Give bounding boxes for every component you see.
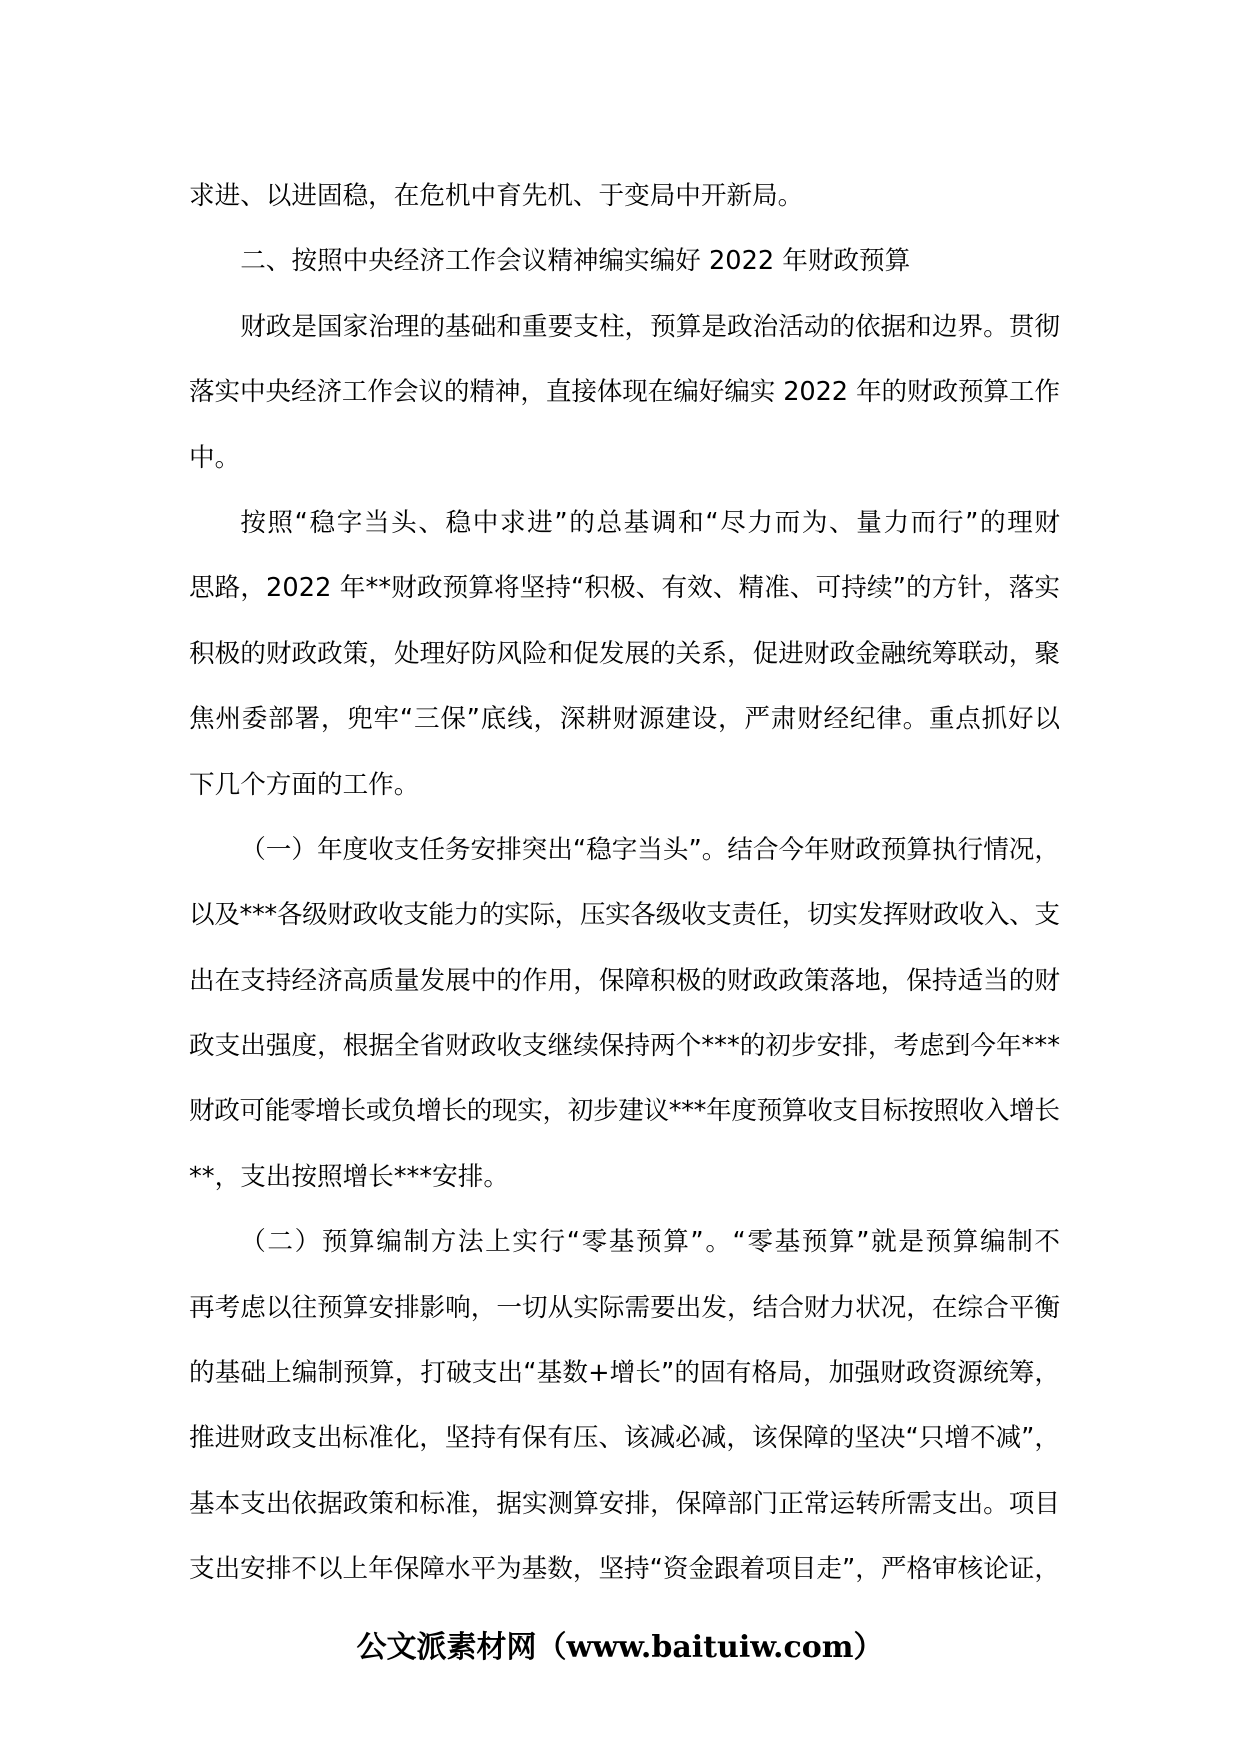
section-heading-text: 二、按照中央经济工作会议精神编实编好 2022 年财政预算 — [240, 246, 911, 277]
text-line: 下几个方面的工作。 — [189, 769, 420, 800]
text-line: **，支出按照增长***安排。 — [189, 1161, 509, 1192]
paragraph — [189, 295, 1060, 491]
paragraph — [189, 1210, 1060, 1602]
document-body — [189, 164, 1060, 1603]
text-line: 政支出强度，根据全省财政收支继续保持两个***的初步安排，考虑到今年*** — [189, 1031, 1061, 1062]
text-line: 按照“稳字当头、稳中求进”的总基调和“尽力而为、量力而行”的理财 — [240, 507, 1062, 538]
text-line: （一）年度收支任务安排突出“稳字当头”。结合今年财政预算执行情况， — [240, 834, 1060, 865]
text-line: 求进、以进固稳，在危机中育先机、于变局中开新局。 — [189, 181, 804, 211]
paragraph — [189, 491, 1060, 818]
text-line: 中。 — [189, 442, 241, 473]
text-line: 支出安排不以上年保障水平为基数，坚持“资金跟着项目走”，严格审核论证， — [189, 1554, 1060, 1585]
paragraph-continued — [189, 164, 1060, 229]
text-line: 的基础上编制预算，打破支出“基数+增长”的固有格局，加强财政资源统筹， — [189, 1358, 1061, 1389]
text-line: 焦州委部署，兜牢“三保”底线，深耕财源建设，严肃财经纪律。重点抓好以 — [189, 704, 1061, 735]
paragraph — [189, 818, 1060, 1210]
text-line: （二）预算编制方法上实行“零基预算”。“零基预算”就是预算编制不 — [240, 1227, 1062, 1258]
text-line: 落实中央经济工作会议的精神，直接体现在编好编实 2022 年的财政预算工作 — [189, 377, 1060, 408]
text-line: 基本支出依据政策和标准，据实测算安排，保障部门正常运转所需支出。项目 — [189, 1488, 1061, 1519]
footer-site-credit: 公文派素材网（www.baituiw.com） — [356, 1630, 884, 1665]
text-line: 财政可能零增长或负增长的现实，初步建议***年度预算收支目标按照收入增长 — [189, 1096, 1060, 1127]
text-line: 财政是国家治理的基础和重要支柱，预算是政治活动的依据和边界。贯彻 — [240, 311, 1060, 342]
section-heading — [189, 229, 1060, 294]
text-line: 积极的财政政策，处理好防风险和促发展的关系，促进财政金融统筹联动，聚 — [189, 638, 1061, 669]
text-line: 再考虑以往预算安排影响，一切从实际需要出发，结合财力状况，在综合平衡 — [189, 1292, 1061, 1323]
text-line: 推进财政支出标准化，坚持有保有压、该减必减，该保障的坚决“只增不减”， — [189, 1423, 1060, 1454]
text-line: 思路，2022 年**财政预算将坚持“积极、有效、精准、可持续”的方针，落实 — [189, 573, 1061, 604]
text-line: 以及***各级财政收支能力的实际，压实各级收支责任，切实发挥财政收入、支 — [189, 900, 1060, 931]
text-line: 出在支持经济高质量发展中的作用，保障积极的财政政策落地，保持适当的财 — [189, 965, 1061, 996]
